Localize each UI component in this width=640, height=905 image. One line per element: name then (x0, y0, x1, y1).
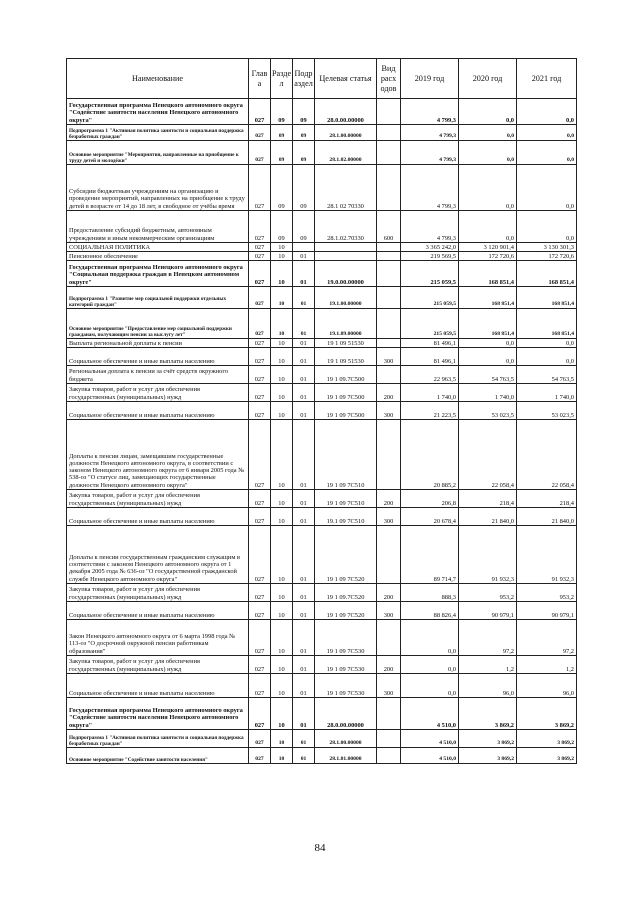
row-2020: 3 120 901,4 (459, 243, 517, 252)
row-section: 10 (271, 243, 293, 252)
row-2019: 4 799,3 (401, 125, 459, 141)
table-row (67, 620, 577, 656)
row-name: Основное мероприятие "Содействие занятости населения" (67, 748, 249, 764)
row-name: Социальное обеспечение и иные выплаты населению (67, 402, 249, 420)
row-name: Закупка товаров, работ и услуг для обеспечения государственных (муниципальных) нужд (67, 584, 249, 602)
row-section: 10 (271, 620, 293, 656)
row-name: Предоставление субсидий бюджетным, автономным учреждениям и иным некоммерческим организациям (67, 211, 249, 243)
table-row (67, 243, 577, 252)
row-2021: 0,0 (517, 211, 577, 243)
table-row (67, 402, 577, 420)
row-name: Подпрограмма 1 "Активная политика занятости и социальная поддержка безработных граждан" (67, 125, 249, 141)
row-2019: 4 799,3 (401, 211, 459, 243)
row-2021: 0,0 (517, 165, 577, 211)
row-2020: 168 851,4 (459, 309, 517, 339)
table-row (67, 384, 577, 402)
row-2019: 4 510,0 (401, 748, 459, 764)
row-expense-type (377, 420, 401, 490)
row-section: 09 (271, 165, 293, 211)
row-target-article: 19 1 09 51530 (315, 339, 377, 348)
row-expense-type (377, 366, 401, 384)
row-chapter: 027 (249, 490, 271, 508)
row-target-article: 19.1.00.00000 (315, 287, 377, 309)
row-2021: 3 869,2 (517, 698, 577, 730)
row-2019: 0,0 (401, 674, 459, 698)
table-row (67, 165, 577, 211)
row-subsection: 09 (293, 125, 315, 141)
row-target-article: 19.0.00.00000 (315, 261, 377, 287)
row-expense-type (377, 309, 401, 339)
row-subsection: 01 (293, 602, 315, 620)
row-2019: 22 963,5 (401, 366, 459, 384)
row-2021: 0,0 (517, 99, 577, 125)
row-subsection: 01 (293, 748, 315, 764)
row-name: Закупка товаров, работ и услуг для обеспечения государственных (муниципальных) нужд (67, 384, 249, 402)
header-subsection: Подр аздел (293, 59, 315, 99)
row-2020: 91 932,3 (459, 526, 517, 584)
header-target-article: Целевая статья (315, 59, 377, 99)
row-2020: 172 720,6 (459, 252, 517, 261)
row-target-article (315, 243, 377, 252)
row-name: СОЦИАЛЬНАЯ ПОЛИТИКА (67, 243, 249, 252)
row-2019: 215 059,5 (401, 309, 459, 339)
row-chapter: 027 (249, 99, 271, 125)
row-subsection: 01 (293, 674, 315, 698)
row-chapter: 027 (249, 384, 271, 402)
row-chapter: 027 (249, 730, 271, 748)
table-row (67, 584, 577, 602)
table-row (67, 339, 577, 348)
row-subsection (293, 243, 315, 252)
row-2020: 22 058,4 (459, 420, 517, 490)
row-name: Выплата региональной доплаты к пенсии (67, 339, 249, 348)
row-subsection: 01 (293, 252, 315, 261)
row-subsection: 09 (293, 99, 315, 125)
table-header-row (67, 59, 577, 99)
row-chapter: 027 (249, 584, 271, 602)
row-subsection: 01 (293, 698, 315, 730)
row-2020: 96,0 (459, 674, 517, 698)
row-target-article: 28.1 02 70330 (315, 165, 377, 211)
row-section: 10 (271, 730, 293, 748)
row-chapter: 027 (249, 698, 271, 730)
row-2019: 4 799,3 (401, 165, 459, 211)
row-2020: 1,2 (459, 656, 517, 674)
table-row (67, 287, 577, 309)
row-2019: 888,3 (401, 584, 459, 602)
row-name: Основное мероприятие "Предоставление мер социальной поддержки гражданам, получающим пенсии за выслугу лет" (67, 309, 249, 339)
row-subsection: 01 (293, 620, 315, 656)
row-subsection: 01 (293, 526, 315, 584)
row-subsection: 09 (293, 211, 315, 243)
budget-table (66, 58, 577, 764)
row-2019: 3 365 242,0 (401, 243, 459, 252)
row-section: 10 (271, 490, 293, 508)
row-2021: 168 851,4 (517, 309, 577, 339)
row-2019: 4 510,0 (401, 730, 459, 748)
row-2019: 20 678,4 (401, 508, 459, 526)
row-2021: 91 932,3 (517, 526, 577, 584)
row-2019: 81 496,1 (401, 348, 459, 366)
row-2019: 4 799,3 (401, 99, 459, 125)
row-target-article: 19 1 09.7C520 (315, 584, 377, 602)
row-chapter: 027 (249, 165, 271, 211)
row-2021: 1 740,0 (517, 384, 577, 402)
row-2019: 20 885,2 (401, 420, 459, 490)
row-chapter: 027 (249, 366, 271, 384)
table-body (67, 99, 577, 764)
row-section: 10 (271, 252, 293, 261)
table-row (67, 526, 577, 584)
row-subsection: 01 (293, 348, 315, 366)
row-target-article: 19 1 09 7C530 (315, 620, 377, 656)
row-chapter: 027 (249, 261, 271, 287)
row-section: 10 (271, 656, 293, 674)
row-chapter: 027 (249, 602, 271, 620)
row-2020: 54 763,5 (459, 366, 517, 384)
row-2021: 21 840,0 (517, 508, 577, 526)
row-expense-type: 200 (377, 656, 401, 674)
row-name: Доплаты к пенсии лицам, замещавшим государственные должности Ненецкого автономного округа, в соответствии с законом Ненецкого автономного округа от 6 января 2005 года № 538-оз "О статусе лиц, замещающих государственные должности Ненецкого автономного округа" (67, 420, 249, 490)
row-section: 10 (271, 698, 293, 730)
table-row (67, 508, 577, 526)
row-section: 10 (271, 384, 293, 402)
row-expense-type (377, 252, 401, 261)
row-target-article: 28.1.00.00000 (315, 730, 377, 748)
table-row (67, 366, 577, 384)
row-target-article: 28.1.00.00000 (315, 125, 377, 141)
row-name: Государственная программа Ненецкого автономного округа "Социальная поддержка граждан в Ненецком автономном округе" (67, 261, 249, 287)
row-chapter: 027 (249, 420, 271, 490)
row-2021: 97,2 (517, 620, 577, 656)
row-2021: 168 851,4 (517, 261, 577, 287)
row-expense-type (377, 698, 401, 730)
table-row (67, 420, 577, 490)
row-expense-type: 200 (377, 584, 401, 602)
row-subsection: 01 (293, 309, 315, 339)
row-target-article (315, 252, 377, 261)
row-2019: 215 059,5 (401, 287, 459, 309)
row-2021: 3 869,2 (517, 748, 577, 764)
row-section: 10 (271, 287, 293, 309)
row-expense-type: 600 (377, 211, 401, 243)
row-2020: 0,0 (459, 348, 517, 366)
table-row (67, 730, 577, 748)
row-expense-type (377, 748, 401, 764)
row-subsection: 01 (293, 656, 315, 674)
row-target-article: 28.1.02.70330 (315, 211, 377, 243)
row-subsection: 01 (293, 339, 315, 348)
row-2020: 0,0 (459, 339, 517, 348)
header-section: Разде л (271, 59, 293, 99)
row-2020: 0,0 (459, 165, 517, 211)
row-section: 10 (271, 261, 293, 287)
row-2019: 88 826,4 (401, 602, 459, 620)
row-2021: 90 979,1 (517, 602, 577, 620)
table-row (67, 602, 577, 620)
row-2020: 53 023,5 (459, 402, 517, 420)
row-2020: 21 840,0 (459, 508, 517, 526)
table-row (67, 748, 577, 764)
row-2020: 0,0 (459, 211, 517, 243)
row-chapter: 027 (249, 402, 271, 420)
row-chapter: 027 (249, 211, 271, 243)
row-section: 10 (271, 420, 293, 490)
row-2021: 54 763,5 (517, 366, 577, 384)
table-row (67, 252, 577, 261)
row-2020: 97,2 (459, 620, 517, 656)
row-section: 09 (271, 125, 293, 141)
row-expense-type (377, 526, 401, 584)
row-2019: 215 059,5 (401, 261, 459, 287)
row-name: Государственная программа Ненецкого автономного округа "Содействие занятости населения Ненецкого автономного округа" (67, 698, 249, 730)
row-target-article: 19 1 09 7C520 (315, 602, 377, 620)
row-expense-type: 300 (377, 348, 401, 366)
row-name: Пенсионное обеспечение (67, 252, 249, 261)
row-section: 10 (271, 366, 293, 384)
row-chapter: 027 (249, 287, 271, 309)
row-target-article: 19 1 09 7C510 (315, 490, 377, 508)
row-2021: 22 058,4 (517, 420, 577, 490)
row-target-article: 19 1 09 7C510 (315, 420, 377, 490)
row-section: 10 (271, 508, 293, 526)
row-subsection: 01 (293, 490, 315, 508)
table-row (67, 656, 577, 674)
row-name: Социальное обеспечение и иные выплаты населению (67, 602, 249, 620)
row-2021: 0,0 (517, 348, 577, 366)
row-target-article: 19 1 09 7C500 (315, 402, 377, 420)
table-row (67, 698, 577, 730)
table-row (67, 490, 577, 508)
row-expense-type: 300 (377, 674, 401, 698)
row-target-article: 19.1 09 7C510 (315, 508, 377, 526)
row-chapter: 027 (249, 348, 271, 366)
row-target-article: 28.1.01.00000 (315, 748, 377, 764)
row-expense-type (377, 730, 401, 748)
row-2019: 21 223,5 (401, 402, 459, 420)
row-2021: 218,4 (517, 490, 577, 508)
page-number: 84 (314, 842, 326, 854)
header-chapter: Глав а (249, 59, 271, 99)
row-section: 10 (271, 584, 293, 602)
header-2020: 2020 год (459, 59, 517, 99)
row-section: 09 (271, 141, 293, 165)
row-2020: 0,0 (459, 125, 517, 141)
row-2020: 168 851,4 (459, 287, 517, 309)
row-2020: 168 851,4 (459, 261, 517, 287)
row-expense-type (377, 99, 401, 125)
table-row (67, 141, 577, 165)
row-expense-type (377, 620, 401, 656)
budget-sheet (66, 58, 576, 764)
row-section: 10 (271, 309, 293, 339)
row-expense-type (377, 261, 401, 287)
table-row (67, 309, 577, 339)
row-section: 10 (271, 602, 293, 620)
row-section: 10 (271, 402, 293, 420)
row-name: Подпрограмма 1 "Развитие мер социальной поддержки отдельных категорий граждан" (67, 287, 249, 309)
row-subsection: 01 (293, 384, 315, 402)
row-chapter: 027 (249, 508, 271, 526)
row-name: Закупка товаров, работ и услуг для обеспечения государственных (муниципальных) нужд (67, 656, 249, 674)
row-target-article: 19 1 09 7C530 (315, 674, 377, 698)
row-target-article: 28.0.00.00000 (315, 99, 377, 125)
row-expense-type: 300 (377, 602, 401, 620)
row-chapter: 027 (249, 674, 271, 698)
row-2021: 1,2 (517, 656, 577, 674)
row-chapter: 027 (249, 252, 271, 261)
row-2020: 0,0 (459, 99, 517, 125)
row-2020: 1 740,0 (459, 384, 517, 402)
row-2020: 0,0 (459, 141, 517, 165)
row-2020: 3 869,2 (459, 748, 517, 764)
row-subsection: 09 (293, 165, 315, 211)
row-2021: 53 023,5 (517, 402, 577, 420)
table-row (67, 99, 577, 125)
row-chapter: 027 (249, 748, 271, 764)
row-expense-type (377, 141, 401, 165)
row-target-article: 19.1.09.00000 (315, 309, 377, 339)
row-2019: 219 569,5 (401, 252, 459, 261)
row-expense-type (377, 165, 401, 211)
row-2019: 81 496,1 (401, 339, 459, 348)
table-row (67, 261, 577, 287)
row-2021: 172 720,6 (517, 252, 577, 261)
row-2020: 953,2 (459, 584, 517, 602)
row-subsection: 01 (293, 261, 315, 287)
row-section: 10 (271, 674, 293, 698)
row-chapter: 027 (249, 125, 271, 141)
row-expense-type (377, 243, 401, 252)
table-row (67, 674, 577, 698)
row-2019: 0,0 (401, 620, 459, 656)
row-2021: 953,2 (517, 584, 577, 602)
row-2020: 3 869,2 (459, 698, 517, 730)
row-name: Социальное обеспечение и иные выплаты населению (67, 674, 249, 698)
row-subsection: 09 (293, 141, 315, 165)
row-2020: 3 869,2 (459, 730, 517, 748)
row-section: 09 (271, 99, 293, 125)
row-target-article: 19 1 09 7C500 (315, 384, 377, 402)
table-row (67, 211, 577, 243)
row-target-article: 19 1 09.7C500 (315, 366, 377, 384)
row-subsection: 01 (293, 730, 315, 748)
row-expense-type: 300 (377, 508, 401, 526)
row-name: Доплаты к пенсии государственным гражданским служащим в соответствии с законом Ненецкого автономного округа от 1 декабря 2005 года № 636-оз "О государственной гражданской службе Ненецкого автономного округа" (67, 526, 249, 584)
row-name: Основное мероприятие "Мероприятия, направленные на приобщение к труду детей и молодёжи" (67, 141, 249, 165)
row-expense-type (377, 287, 401, 309)
table-row (67, 125, 577, 141)
row-name: Социальное обеспечение и иные выплаты населению (67, 348, 249, 366)
row-target-article: 28.1.02.00000 (315, 141, 377, 165)
row-target-article: 28.0.00.00000 (315, 698, 377, 730)
header-name: Наименование (67, 59, 249, 99)
row-expense-type: 200 (377, 384, 401, 402)
row-name: Государственная программа Ненецкого автономного округа "Содействие занятости населения Ненецкого автономного округа" (67, 99, 249, 125)
row-expense-type (377, 125, 401, 141)
row-2021: 0,0 (517, 339, 577, 348)
row-chapter: 027 (249, 526, 271, 584)
row-subsection: 01 (293, 508, 315, 526)
row-subsection: 01 (293, 420, 315, 490)
row-2019: 89 714,7 (401, 526, 459, 584)
row-chapter: 027 (249, 339, 271, 348)
row-2019: 1 740,0 (401, 384, 459, 402)
row-name: Закупка товаров, работ и услуг для обеспечения государственных (муниципальных) нужд (67, 490, 249, 508)
row-2019: 0,0 (401, 656, 459, 674)
row-2021: 96,0 (517, 674, 577, 698)
row-target-article: 19 1 09 51530 (315, 348, 377, 366)
row-section: 10 (271, 348, 293, 366)
row-target-article: 19 1 09 7C520 (315, 526, 377, 584)
row-section: 10 (271, 526, 293, 584)
row-chapter: 027 (249, 243, 271, 252)
row-2021: 0,0 (517, 125, 577, 141)
row-name: Субсидии бюджетным учреждениям на организацию и проведение мероприятий, направленных на приобщение к труду детей в возрасте от 14 до 18 лет, в свободное от учёбы время (67, 165, 249, 211)
row-chapter: 027 (249, 309, 271, 339)
row-chapter: 027 (249, 656, 271, 674)
row-2021: 3 869,2 (517, 730, 577, 748)
row-subsection: 01 (293, 584, 315, 602)
row-subsection: 01 (293, 366, 315, 384)
row-2021: 0,0 (517, 141, 577, 165)
table-row (67, 348, 577, 366)
row-section: 10 (271, 748, 293, 764)
row-subsection: 01 (293, 402, 315, 420)
row-section: 09 (271, 211, 293, 243)
row-2020: 218,4 (459, 490, 517, 508)
row-2021: 3 130 301,3 (517, 243, 577, 252)
header-2021: 2021 год (517, 59, 577, 99)
row-2021: 168 851,4 (517, 287, 577, 309)
header-2019: 2019 год (401, 59, 459, 99)
row-expense-type: 300 (377, 402, 401, 420)
row-chapter: 027 (249, 620, 271, 656)
row-2019: 4 510,0 (401, 698, 459, 730)
row-2019: 4 799,3 (401, 141, 459, 165)
row-expense-type: 200 (377, 490, 401, 508)
row-2020: 90 979,1 (459, 602, 517, 620)
row-expense-type (377, 339, 401, 348)
row-name: Закон Ненецкого автономного округа от 6 марта 1998 года № 113-оз "О досрочной окружной пенсии работникам образования" (67, 620, 249, 656)
row-2019: 206,8 (401, 490, 459, 508)
row-name: Социальное обеспечение и иные выплаты населению (67, 508, 249, 526)
row-name: Региональная доплата к пенсии за счёт средств окружного бюджета (67, 366, 249, 384)
row-subsection: 01 (293, 287, 315, 309)
row-section: 10 (271, 339, 293, 348)
row-target-article: 19 1 09 7C530 (315, 656, 377, 674)
header-expense-type: Вид расх одов (377, 59, 401, 99)
row-name: Подпрограмма 1 "Активная политика занятости и социальная поддержка безработных граждан" (67, 730, 249, 748)
row-chapter: 027 (249, 141, 271, 165)
